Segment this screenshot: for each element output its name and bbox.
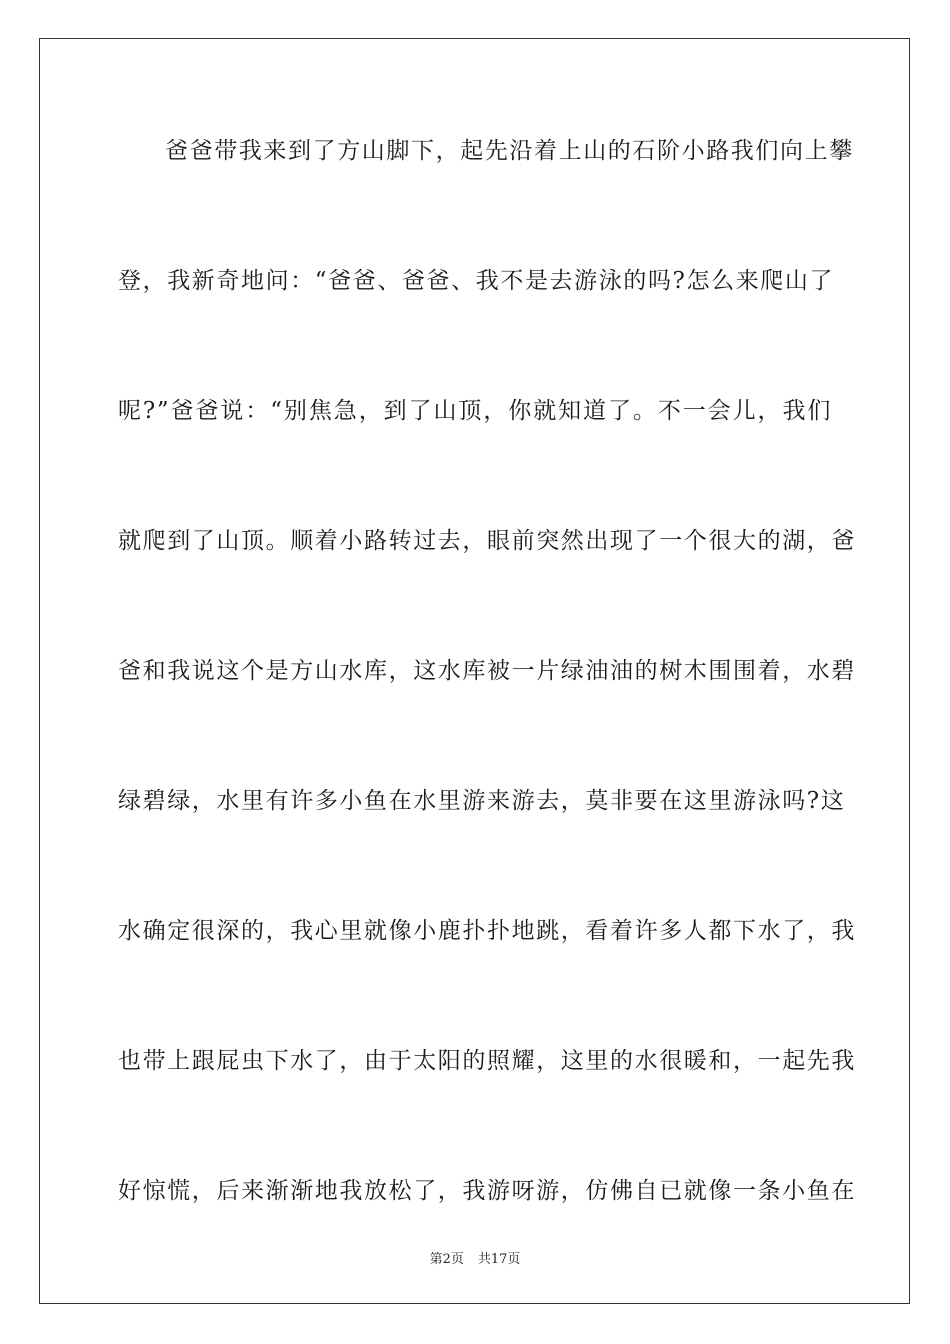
page-number: 第2页 <box>429 1252 464 1267</box>
paragraph-line: 就爬到了山顶。顺着小路转过去，眼前突然出现了一个很大的湖，爸 <box>118 528 856 554</box>
paragraph-line: 登，我新奇地问：“爸爸、爸爸、我不是去游泳的吗?怎么来爬山了 <box>118 268 835 294</box>
paragraph-line: 绿碧绿，水里有许多小鱼在水里游来游去，莫非要在这里游泳吗?这 <box>118 788 846 814</box>
document-body <box>118 127 856 1297</box>
page-footer <box>0 1248 950 1267</box>
paragraph-line: 爸和我说这个是方山水库，这水库被一片绿油油的树木围围着，水碧 <box>118 658 856 684</box>
page-total: 共17页 <box>477 1252 521 1267</box>
paragraph-line: 爸爸带我来到了方山脚下，起先沿着上山的石阶小路我们向上攀 <box>165 138 854 164</box>
paragraph-line: 好惊慌，后来渐渐地我放松了，我游呀游，仿佛自已就像一条小鱼在 <box>118 1178 856 1204</box>
paragraph-line: 水确定很深的，我心里就像小鹿扑扑地跳，看着许多人都下水了，我 <box>118 918 856 944</box>
paragraph-line: 呢?”爸爸说：“别焦急，到了山顶，你就知道了。不一会儿，我们 <box>118 398 832 424</box>
paragraph-line: 也带上跟屁虫下水了，由于太阳的照耀，这里的水很暖和，一起先我 <box>118 1048 856 1074</box>
